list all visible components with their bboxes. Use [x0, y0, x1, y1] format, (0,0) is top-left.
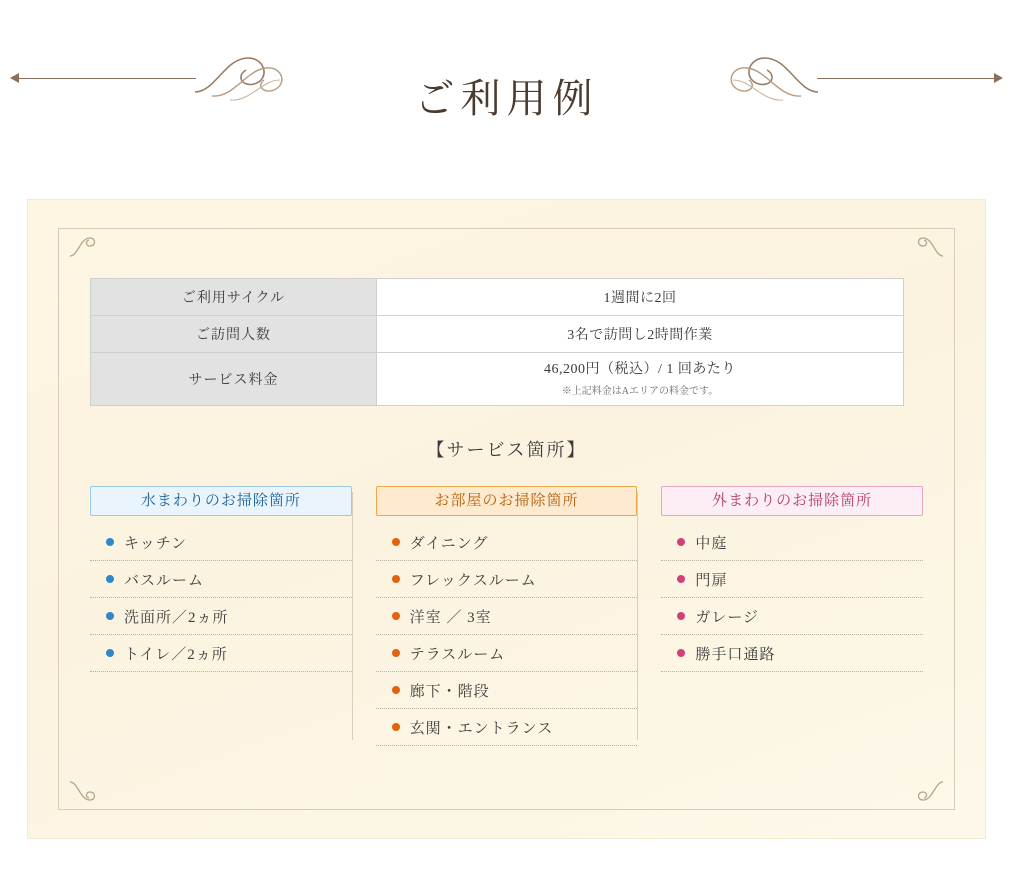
- spec-price-note: ※上記料金はAエリアの料金です。: [561, 386, 719, 398]
- corner-ornament-bottom-left-icon: [68, 774, 98, 804]
- list-item: [376, 598, 638, 635]
- page-title: ご利用例: [414, 75, 599, 121]
- bullet-icon: [392, 723, 400, 731]
- table-row: [91, 353, 904, 406]
- bullet-icon: [392, 686, 400, 694]
- service-item-list-room: [376, 524, 638, 746]
- list-item-label: トイレ／2ヵ所: [124, 646, 228, 663]
- service-item-list-outside: [661, 524, 923, 672]
- bullet-icon: [677, 575, 685, 583]
- spec-value-price: [377, 353, 904, 406]
- list-item: [376, 635, 638, 672]
- column-heading-outside: 外まわりのお掃除箇所: [661, 486, 923, 516]
- list-item: [376, 672, 638, 709]
- list-item: [661, 598, 923, 635]
- bullet-icon: [106, 612, 114, 620]
- corner-ornament-top-left-icon: [68, 234, 98, 264]
- column-heading-room: お部屋のお掃除箇所: [376, 486, 638, 516]
- table-row: [91, 316, 904, 353]
- list-item-label: 洗面所／2ヵ所: [124, 609, 229, 626]
- list-item-label: ダイニング: [409, 535, 489, 552]
- spec-label-staff: ご訪問人数: [91, 316, 377, 353]
- bullet-icon: [106, 538, 114, 546]
- list-item-label: テラスルーム: [409, 646, 506, 663]
- list-item: [376, 709, 638, 746]
- service-column-outside: [637, 486, 923, 746]
- spec-price-main: 46,200円（税込）/ 1 回あたり: [544, 361, 736, 377]
- table-row: [91, 279, 904, 316]
- bullet-icon: [106, 575, 114, 583]
- list-item: [90, 524, 352, 561]
- bullet-icon: [392, 612, 400, 620]
- list-item: [90, 598, 352, 635]
- usage-example-panel: [28, 200, 985, 838]
- spec-label-price: サービス料金: [91, 353, 377, 406]
- bullet-icon: [677, 612, 685, 620]
- column-heading-water: 水まわりのお掃除箇所: [90, 486, 352, 516]
- spec-label-cycle: ご利用サイクル: [91, 279, 377, 316]
- list-item-label: 勝手口通路: [695, 646, 776, 663]
- list-item-label: 洋室 ／ 3室: [409, 609, 492, 626]
- bullet-icon: [677, 649, 685, 657]
- service-column-room: [352, 486, 638, 746]
- spec-value-staff: 3名で訪問し2時間作業: [377, 316, 904, 353]
- service-spec-table: [90, 278, 904, 406]
- list-item-label: ガレージ: [695, 609, 760, 626]
- list-item-label: バスルーム: [124, 572, 205, 589]
- list-item: [376, 561, 638, 598]
- list-item: [661, 561, 923, 598]
- list-item: [661, 524, 923, 561]
- spec-value-cycle: 1週間に2回: [377, 279, 904, 316]
- list-item: [90, 635, 352, 672]
- bullet-icon: [106, 649, 114, 657]
- list-item-label: 廊下・階段: [409, 683, 490, 700]
- list-item-label: キッチン: [124, 535, 187, 552]
- bullet-icon: [392, 649, 400, 657]
- bullet-icon: [392, 538, 400, 546]
- list-item-label: 門扉: [695, 572, 728, 589]
- list-item: [376, 524, 638, 561]
- service-areas-columns: [90, 486, 923, 746]
- bullet-icon: [677, 538, 685, 546]
- corner-ornament-bottom-right-icon: [915, 774, 945, 804]
- service-item-list-water: [90, 524, 352, 672]
- list-item-label: フレックスルーム: [409, 572, 537, 589]
- service-column-water: [90, 486, 352, 746]
- corner-ornament-top-right-icon: [915, 234, 945, 264]
- list-item-label: 中庭: [695, 535, 728, 552]
- bullet-icon: [392, 575, 400, 583]
- list-item: [90, 561, 352, 598]
- list-item-label: 玄関・エントランス: [409, 720, 554, 737]
- service-areas-heading: 【サービス箇所】: [426, 440, 587, 460]
- page-header: [0, 0, 1013, 165]
- list-item: [661, 635, 923, 672]
